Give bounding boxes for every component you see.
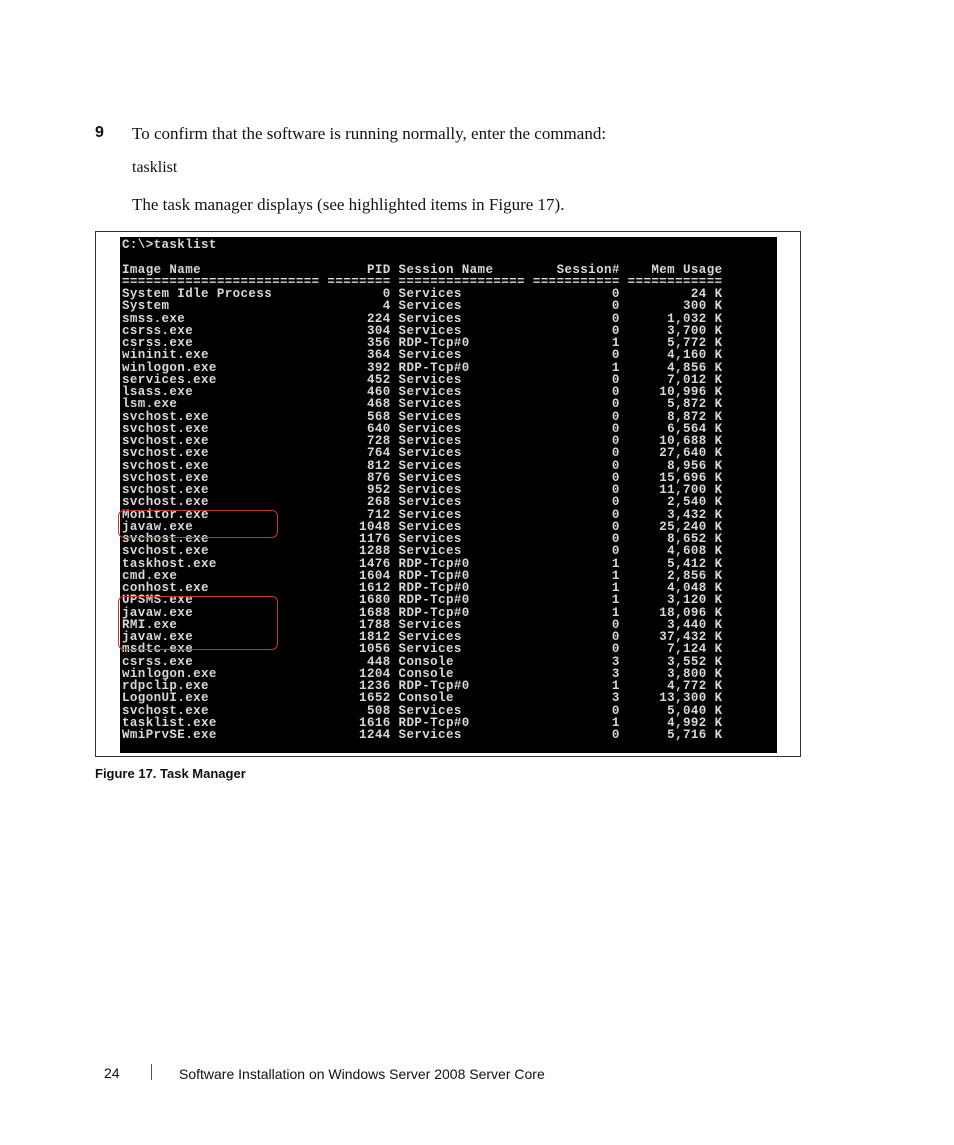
process-row: rdpclip.exe 1236 RDP-Tcp#0 1 4,772 K	[122, 679, 723, 693]
process-row: svchost.exe 268 Services 0 2,540 K	[122, 495, 723, 510]
footer-separator	[151, 1064, 152, 1080]
process-row: lsass.exe 460 Services 0 10,996 K	[122, 385, 723, 399]
process-row: cmd.exe 1604 RDP-Tcp#0 1 2,856 K	[122, 568, 723, 583]
process-row: svchost.exe 876 Services 0 15,696 K	[122, 470, 723, 485]
page-number: 24	[104, 1065, 120, 1081]
process-row: javaw.exe 1688 RDP-Tcp#0 1 18,096 K	[122, 605, 723, 620]
process-row: msdtc.exe 1056 Services 0 7,124 K	[122, 642, 723, 657]
console-window	[120, 237, 777, 753]
process-row: csrss.exe 448 Console 3 3,552 K	[122, 654, 723, 669]
process-row: System 4 Services 0 300 K	[122, 299, 723, 314]
footer-title: Software Installation on Windows Server 2008 Server Core	[179, 1066, 545, 1082]
process-row: services.exe 452 Services 0 7,012 K	[122, 372, 723, 387]
process-row: WmiPrvSE.exe 1244 Services 0 5,716 K	[122, 728, 723, 742]
process-row: svchost.exe 1176 Services 0 8,652 K	[122, 532, 723, 546]
step-instruction: To confirm that the software is running normally, enter the command:	[132, 124, 607, 143]
process-row: System Idle Process 0 Services 0 24 K	[122, 287, 723, 301]
process-row: svchost.exe 952 Services 0 11,700 K	[122, 483, 723, 497]
process-row: svchost.exe 568 Services 0 8,872 K	[122, 409, 723, 424]
console-blank-line	[122, 251, 723, 263]
process-row: RMI.exe 1788 Services 0 3,440 K	[122, 617, 723, 632]
console-separator: ========================= ======== ================ =========== ============	[122, 274, 723, 289]
process-row: winlogon.exe 392 RDP-Tcp#0 1 4,856 K	[122, 360, 723, 375]
process-row: csrss.exe 356 RDP-Tcp#0 1 5,772 K	[122, 336, 723, 350]
process-row: csrss.exe 304 Services 0 3,700 K	[122, 323, 723, 338]
process-row: LogonUI.exe 1652 Console 3 13,300 K	[122, 691, 723, 706]
step-number: 9	[95, 124, 104, 141]
console-header: Image Name PID Session Name Session# Mem Usage	[122, 262, 723, 277]
step-description: The task manager displays (see highlighted items in Figure 17).	[132, 195, 565, 214]
process-row: wininit.exe 364 Services 0 4,160 K	[122, 348, 723, 363]
process-row: svchost.exe 640 Services 0 6,564 K	[122, 421, 723, 436]
process-row: winlogon.exe 1204 Console 3 3,800 K	[122, 666, 723, 681]
process-row: tasklist.exe 1616 RDP-Tcp#0 1 4,992 K	[122, 715, 723, 730]
process-row: smss.exe 224 Services 0 1,032 K	[122, 311, 723, 326]
process-row: javaw.exe 1812 Services 0 37,432 K	[122, 630, 723, 644]
process-row: taskhost.exe 1476 RDP-Tcp#0 1 5,412 K	[122, 556, 723, 571]
command-text: tasklist	[132, 159, 178, 176]
figure-caption: Figure 17. Task Manager	[95, 766, 246, 781]
process-row: lsm.exe 468 Services 0 5,872 K	[122, 397, 723, 412]
process-row: svchost.exe 764 Services 0 27,640 K	[122, 446, 723, 461]
process-row: svchost.exe 1288 Services 0 4,608 K	[122, 544, 723, 559]
process-row: UPSMS.exe 1680 RDP-Tcp#0 1 3,120 K	[122, 593, 723, 608]
process-row: conhost.exe 1612 RDP-Tcp#0 1 4,048 K	[122, 581, 723, 595]
process-row: javaw.exe 1048 Services 0 25,240 K	[122, 519, 723, 534]
process-row: svchost.exe 508 Services 0 5,040 K	[122, 703, 723, 718]
process-row: svchost.exe 728 Services 0 10,688 K	[122, 434, 723, 448]
process-row: Monitor.exe 712 Services 0 3,432 K	[122, 507, 723, 522]
console-prompt: C:\>tasklist	[122, 238, 217, 252]
process-row: svchost.exe 812 Services 0 8,956 K	[122, 458, 723, 473]
console-output	[122, 239, 723, 741]
console-rows	[122, 288, 723, 741]
